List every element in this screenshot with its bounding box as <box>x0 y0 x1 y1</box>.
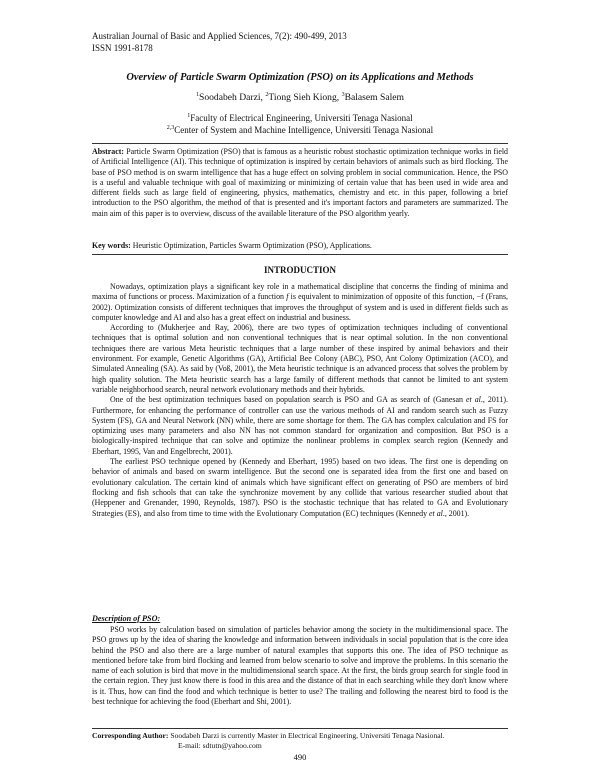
author-sup-2: 2 <box>265 91 269 98</box>
intro-p3-etal: et al <box>465 395 481 405</box>
footer-rule <box>92 728 508 729</box>
affiliation-list <box>60 112 540 136</box>
abstract-top-rule <box>92 143 508 144</box>
affiliation-sup-2: 2,3 <box>166 125 175 131</box>
intro-p1-a: Nowadays, optimization plays a significant key role in a mathematical discipline that concerns the finding of minima and maxima of functions or process. Maximization of a function <box>92 282 508 302</box>
corresponding-author <box>92 731 508 751</box>
corresponding-line <box>92 731 508 741</box>
intro-p1-b: is equivalent to minimization of opposite of this function, −f (Frans, 2002). Optimization consists of different techniques that improves the throughput of system and is used in different fields such as computer knowledge and AI and also has a great effect on industrial and business. <box>92 292 508 322</box>
abstract-text: Particle Swarm Optimization (PSO) that is famous as a heuristic robust stochastic optimization technique works in field of Artificial Intelligence (AI). This technique of optimization is inspired by certain behaviors of animals such as bird flocking. The base of PSO method is on swarm intelligence that has a huge effect on solving problem in social communication. Hence, the PSO is a useful and valuable technique with goal of maximizing or minimizing of certain value that has been used in wide area and different fields such as large field of engineering, physics, mathematics, chemistry and etc. in this paper, following a brief introduction to the PSO algorithm, the method of that is presented and it's important factors and parameters are summarized. The main aim of this paper is to overview, discuss of the available literature of the PSO algorithm yearly. <box>92 147 508 218</box>
corresponding-email: E-mail: sdtutn@yahoo.com <box>178 741 262 750</box>
affiliation-2 <box>60 124 540 136</box>
intro-p4-a: The earliest PSO technique opened by (Kennedy and Eberhart, 1995) based on two ideas. The first one is depending on behavior of animals and based on swarm intelligence. But the second one is separated idea from the first one and based on evolutionary calculation. The certain kind of animals which have significant effect on generating of PSO are members of bird flocking and fish schools that can take the synchronize movement by any collide that various researcher studied about that (Heppener and Grenander, 1990, Reynolds, 1987). PSO is the stochastic technique that has related to GA and Evolutionary Strategies (ES), and also from time to time with the Evolutionary Computation (EC) techniques (Kennedy <box>92 457 508 518</box>
journal-header <box>92 30 347 54</box>
author-sup-1: 1 <box>196 91 199 98</box>
abstract <box>92 147 508 219</box>
intro-p1-f: f <box>286 292 289 302</box>
keywords-text: Heuristic Optimization, Particles Swarm Optimization (PSO), Applications. <box>132 241 372 250</box>
journal-issn: ISSN 1991-8178 <box>92 43 153 53</box>
affiliation-1 <box>60 112 540 124</box>
keywords <box>92 241 508 251</box>
abstract-label: Abstract: <box>92 147 124 156</box>
introduction-body <box>92 282 508 519</box>
author-sup-3: 3 <box>341 91 345 98</box>
intro-p3-b: ., 2011). Furthermore, for enhancing the performance of controller can use the various methods of AI and random search such as Fuzzy System (FS), GA and Neural Network (NN) while, there are some shortage for them. The GA has complex calculation and FS for optimizing uses many parameters and also NN has not common standard for organization and composition. But PSO is a biologically-inspired technique that can solve and optimize the nonlinear problems in complex search region (Kennedy and Eberhart, 1995, Van and Engelbrecht, 2001). <box>92 395 508 456</box>
author-2: Tiong Sieh Kiong, <box>268 92 342 103</box>
corresponding-text: Soodabeh Darzi is currently Master in Electrical Engineering, Universiti Tenaga Nasional. <box>168 731 445 740</box>
paragraph: PSO works by calculation based on simulation of particles behavior among the society in the multidimensional space. The PSO grows up by the idea of sharing the knowledge and information between individuals in social population that is the core idea behind the PSO and also there are a large number of natural examples that supports this one. The idea of PSO technique as mentioned before take from bird flocking and learned from below scenario to solve and improve the problems. In this scenario the name of each solution is bird that move in the multidimensional search space. At the first, the birds group search for single food in the certain region. They just know there is food in this area and the distance of that in each searching while they don't know where is it. Thus, how can find the food and which technique is better to use? The trailing and following the nearest bird to food is the best technique for achieving the food (Eberhart and Shi, 2001). <box>92 625 508 707</box>
paragraph <box>92 395 508 457</box>
paragraph <box>92 282 508 323</box>
affiliation-2-text: Center of System and Machine Intelligence, Universiti Tenaga Nasional <box>174 125 434 135</box>
page-number: 490 <box>293 752 307 762</box>
corresponding-label: Corresponding Author: <box>92 731 169 740</box>
keywords-bottom-rule <box>92 254 508 255</box>
keywords-label: Key words: <box>92 241 131 250</box>
paper-title: Overview of Particle Swarm Optimization (PSO) on its Applications and Methods <box>126 72 474 83</box>
intro-p4-etal: et al <box>429 508 443 518</box>
author-1: Soodabeh Darzi, <box>199 92 266 103</box>
author-list <box>60 92 540 103</box>
author-3: Balasem Salem <box>344 92 404 103</box>
paragraph <box>92 457 508 519</box>
description-body <box>92 625 508 707</box>
section-heading-introduction: INTRODUCTION <box>263 265 336 275</box>
affiliation-sup-1: 1 <box>187 113 191 119</box>
affiliation-1-text: Faculty of Electrical Engineering, Universiti Tenaga Nasional <box>190 113 413 123</box>
journal-citation: Australian Journal of Basic and Applied Sciences, 7(2): 490-499, 2013 <box>92 31 347 41</box>
intro-p3-a: One of the best optimization techniques based on population search is PSO and GA as search of (Ganesan <box>110 395 466 405</box>
intro-p4-b: ., 2001). <box>442 508 470 518</box>
subsection-heading-description: Description of PSO: <box>92 614 161 623</box>
paragraph: According to (Mukherjee and Ray, 2006), there are two types of optimization techniques including of conventional techniques that is optimal solution and non conventional techniques that is near optimal solution. In the non conventional techniques there are various Meta heuristic techniques that a large number of these inspired by animal behaviors and their environment. For example, Genetic Algorithms (GA), Artificial Bee Colony (ABC), PSO, Ant Colony Optimization (ACO), and Simulated Annealing (SA). As said by (Voß, 2001), the Meta heuristic technique is an advanced process that solves the problem by high quality solution. The Meta heuristic search has a large family of different methods that cannot be limited to ant system variable neighborhood search, neural network evolutionary methods and their hybrids. <box>92 323 508 394</box>
